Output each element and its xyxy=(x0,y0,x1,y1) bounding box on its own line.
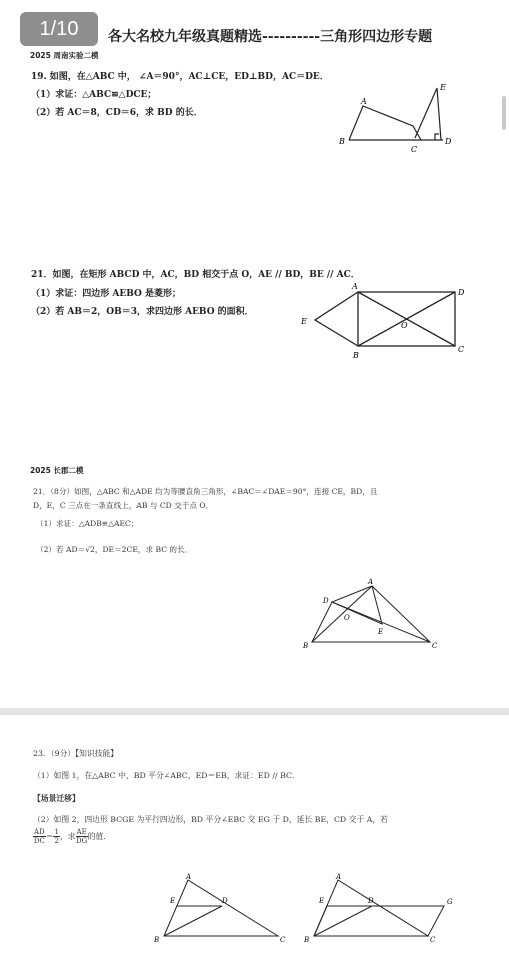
fraction-one-half: $\frac{1}{2}$ xyxy=(54,828,59,845)
fig2-line-bd xyxy=(314,906,372,936)
q19-label-d: D xyxy=(445,137,452,146)
q21b-stem-line1: 21．（8分）如图，△ABC 和△ADE 均为等腰直角三角形，∠BAC＝∠DAE＝90°，连接 CE，BD，且 xyxy=(33,487,378,496)
q21b-triangle-abc xyxy=(312,586,430,642)
q19-triangle-cde xyxy=(415,88,441,140)
q19-label-c: C xyxy=(411,145,418,154)
q21a-rhombus-side xyxy=(315,292,358,346)
q21a-label-d: D xyxy=(458,288,465,297)
fig2-label-g: G xyxy=(447,898,453,906)
ask-end-text: 的值． xyxy=(87,832,112,841)
q21b-stem-line2: D，E，C 三点在一条直线上，AB 与 CD 交于点 O． xyxy=(33,501,214,510)
fig1-label-e: E xyxy=(170,897,176,905)
q23-part2-line1: （2）如图 2，四边形 BCGE 为平行四边形，BD 平分∠EBC 交 EG 于 D，延长 BE，CD 交于 A，若 xyxy=(33,815,388,824)
q21b-line-dc xyxy=(332,602,430,642)
section-label-zhounan: 2025 周南实验二模 xyxy=(30,51,99,60)
fig1-line-bd xyxy=(164,906,222,936)
q21a-label-o: O xyxy=(401,321,408,330)
q19-part2: （2）若 AC＝8，CD＝6，求 BD 的长． xyxy=(31,108,203,118)
fig2-label-c: C xyxy=(430,936,436,944)
fraction-ae-dg: $\frac{AE}{DG}$ xyxy=(76,828,88,845)
q23-figure-1 xyxy=(150,872,290,947)
q21b-label-o: O xyxy=(344,614,350,622)
scrollbar-thumb[interactable] xyxy=(502,96,506,130)
q21b-figure xyxy=(298,574,448,654)
q21b-label-b: B xyxy=(303,642,309,650)
fig2-label-d: D xyxy=(368,897,374,905)
fig1-label-a: A xyxy=(186,873,192,881)
q21a-label-a: A xyxy=(352,282,358,291)
q21b-line-bd xyxy=(312,602,332,642)
q21b-label-a: A xyxy=(368,578,374,586)
fig1-label-d: D xyxy=(222,897,228,905)
ask-text: ，求 xyxy=(59,832,76,841)
q21b-label-c: C xyxy=(432,642,438,650)
q23-stem: 23．（9分）【知识技能】 xyxy=(33,749,119,758)
page-counter: 1/10 xyxy=(20,12,98,46)
q21a-label-b: B xyxy=(353,351,359,360)
q23-part1: （1）如图 1，在△ABC 中，BD 平分∠ABC，ED＝EB，求证：ED // BC． xyxy=(33,771,300,780)
q21b-part1: （1）求证：△ADB≌△AEC； xyxy=(36,519,139,528)
q19-label-b: B xyxy=(339,137,345,146)
fig2-label-b: B xyxy=(304,936,310,944)
equals-sign: ＝ xyxy=(45,832,54,841)
q19-label-a: A xyxy=(361,97,367,106)
fig1-label-c: C xyxy=(280,936,286,944)
q21a-figure xyxy=(295,278,475,368)
q19-figure xyxy=(335,78,465,158)
q23-part2-line2 xyxy=(33,828,111,845)
q19-right-angle-d xyxy=(435,134,439,140)
fig1-label-b: B xyxy=(154,936,160,944)
q21a-part1: （1）求证：四边形 AEBO 是菱形； xyxy=(31,289,181,299)
q19-label-e: E xyxy=(440,83,446,92)
q21b-label-e: E xyxy=(378,628,384,636)
fig2-parallelogram-bcge xyxy=(314,906,444,936)
q19-triangle-abc xyxy=(349,106,421,140)
q19-part1: （1）求证：△ABC≌△DCE； xyxy=(31,90,157,100)
q19-stem: 19. 如图，在△ABC 中， ∠A＝90°，AC⊥CE，ED⊥BD，AC＝DE． xyxy=(31,72,329,82)
q21a-label-c: C xyxy=(458,345,465,354)
page-divider xyxy=(0,708,509,715)
q23-heading-scene: 【场景迁移】 xyxy=(33,794,80,803)
fig2-label-e: E xyxy=(319,897,325,905)
fig2-label-a: A xyxy=(336,873,342,881)
q23-figure-2 xyxy=(300,872,470,947)
q21b-part2: （2）若 AD＝√2，DE＝2CE，求 BC 的长． xyxy=(36,545,193,554)
fraction-ad-dc: $\frac{AD}{DC}$ xyxy=(33,828,45,845)
q21a-stem: 21．如图，在矩形 ABCD 中，AC，BD 相交于点 O，AE // BD，BE // AC． xyxy=(31,270,360,280)
section-label-changjun: 2025 长郡二模 xyxy=(30,466,84,475)
document-title: 各大名校九年级真题精选----------三角形四边形专题 xyxy=(108,29,433,45)
q21a-label-e: E xyxy=(301,317,307,326)
q21b-label-d: D xyxy=(323,597,329,605)
q21a-part2: （2）若 AB＝2，OB＝3，求四边形 AEBO 的面积． xyxy=(31,307,254,317)
